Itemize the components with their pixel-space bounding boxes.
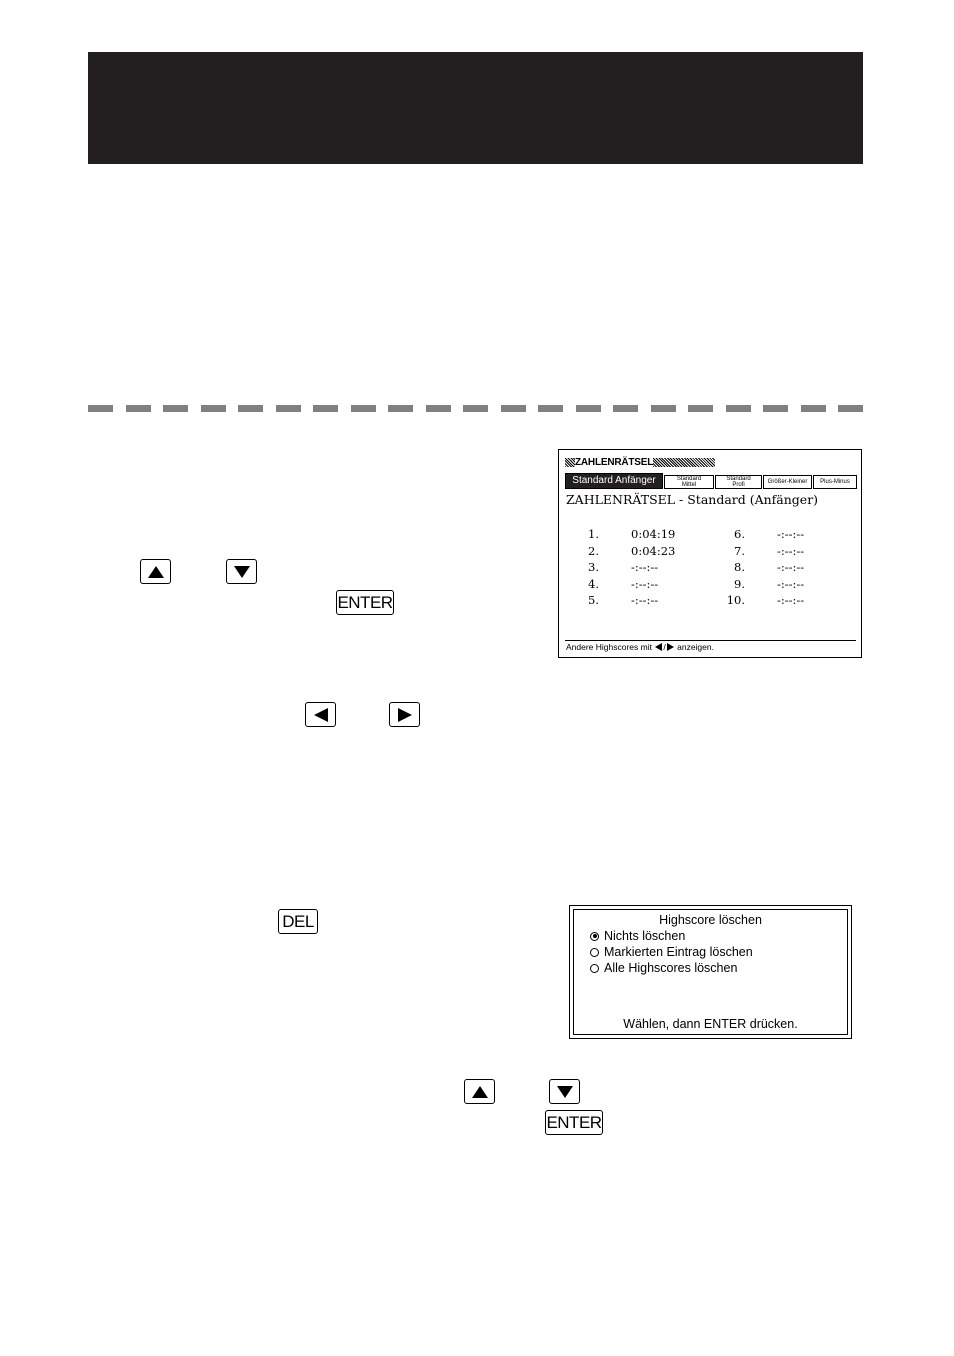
score-rank: 6. bbox=[734, 527, 745, 541]
tab-bar bbox=[564, 472, 856, 490]
highscore-screen bbox=[558, 449, 862, 658]
tab-plus-minus[interactable]: Plus-Minus bbox=[813, 475, 857, 489]
dash-segment bbox=[426, 405, 451, 412]
dash-segment bbox=[276, 405, 301, 412]
option-markierten-eintrag-loeschen[interactable] bbox=[590, 945, 753, 959]
left-arrow-icon bbox=[654, 642, 666, 652]
dash-segment bbox=[726, 405, 751, 412]
del-key-label: DEL bbox=[282, 912, 314, 931]
down-arrow-key bbox=[226, 559, 257, 584]
tab-groesser-kleiner[interactable]: Größer-Kleiner bbox=[763, 475, 812, 489]
score-time: -:--:-- bbox=[777, 527, 805, 541]
dash-segment bbox=[688, 405, 713, 412]
left-arrow-icon bbox=[313, 707, 329, 723]
option-label: Alle Highscores löschen bbox=[604, 961, 738, 975]
score-rank: 7. bbox=[734, 543, 745, 558]
dialog-title: Highscore löschen bbox=[659, 913, 762, 927]
dash-segment bbox=[651, 405, 676, 412]
score-rank: 3. bbox=[588, 560, 599, 574]
left-arrow-key bbox=[305, 702, 336, 727]
dash-segment bbox=[238, 405, 263, 412]
footer-slash: / bbox=[663, 642, 666, 652]
dialog-inner-frame bbox=[573, 909, 848, 1035]
down-arrow-icon bbox=[556, 1085, 574, 1099]
dash-segment bbox=[763, 405, 788, 412]
enter-key-label: ENTER bbox=[337, 593, 393, 612]
score-rank: 5. bbox=[588, 593, 599, 607]
tab-standard-profi[interactable]: Standard Profi bbox=[715, 475, 762, 489]
score-time: -:--:-- bbox=[631, 593, 659, 607]
del-key bbox=[278, 909, 318, 934]
score-time: -:--:-- bbox=[631, 576, 659, 591]
dash-segment bbox=[463, 405, 488, 412]
dash-segment bbox=[801, 405, 826, 412]
option-nichts-loeschen[interactable] bbox=[590, 929, 685, 943]
footer-rule bbox=[565, 640, 856, 641]
title-hatch-right bbox=[653, 458, 715, 467]
dash-segment bbox=[351, 405, 376, 412]
title-hatch-left bbox=[565, 458, 575, 467]
dashed-divider bbox=[88, 405, 863, 412]
score-time: 0:04:23 bbox=[631, 543, 676, 558]
enter-key-2 bbox=[545, 1110, 603, 1135]
radio-selected-icon bbox=[590, 932, 599, 941]
up-arrow-key-2 bbox=[464, 1079, 495, 1104]
screen-title-bar bbox=[565, 456, 715, 468]
dialog-footer: Wählen, dann ENTER drücken. bbox=[623, 1017, 798, 1031]
score-time: -:--:-- bbox=[777, 593, 805, 607]
dash-segment bbox=[88, 405, 113, 412]
right-arrow-key bbox=[389, 702, 420, 727]
dash-segment bbox=[838, 405, 863, 412]
highscore-heading: ZAHLENRÄTSEL - Standard (Anfänger) bbox=[566, 492, 819, 507]
up-arrow-icon bbox=[471, 1085, 489, 1099]
radio-empty-icon bbox=[590, 964, 599, 973]
screen-title: ZAHLENRÄTSEL bbox=[575, 456, 654, 468]
option-label: Markierten Eintrag löschen bbox=[604, 945, 753, 959]
radio-empty-icon bbox=[590, 948, 599, 957]
score-rank: 8. bbox=[734, 560, 745, 574]
header-bar bbox=[88, 52, 863, 164]
tab-standard-mittel[interactable]: Standard Mittel bbox=[664, 475, 714, 489]
down-arrow-icon bbox=[233, 565, 251, 579]
option-label: Nichts löschen bbox=[604, 929, 686, 943]
dash-segment bbox=[163, 405, 188, 412]
dash-segment bbox=[538, 405, 563, 412]
footer-prefix: Andere Highscores mit bbox=[566, 642, 652, 652]
right-arrow-icon bbox=[666, 643, 675, 651]
score-rank: 9. bbox=[734, 576, 745, 591]
footer-suffix: anzeigen. bbox=[677, 642, 714, 652]
right-arrow-icon bbox=[397, 707, 413, 723]
dash-segment bbox=[501, 405, 526, 412]
enter-key bbox=[336, 590, 394, 615]
up-arrow-key bbox=[140, 559, 171, 584]
score-rank: 2. bbox=[588, 543, 599, 558]
score-time: -:--:-- bbox=[777, 560, 805, 574]
score-time: -:--:-- bbox=[777, 543, 805, 558]
dash-segment bbox=[313, 405, 338, 412]
score-rank: 1. bbox=[588, 527, 599, 541]
score-time: -:--:-- bbox=[631, 560, 659, 574]
score-rank: 4. bbox=[588, 576, 599, 591]
dash-segment bbox=[388, 405, 413, 412]
option-alle-highscores-loeschen[interactable] bbox=[590, 961, 737, 975]
dash-segment bbox=[613, 405, 638, 412]
score-time: -:--:-- bbox=[777, 576, 805, 591]
screen-footer bbox=[566, 642, 714, 652]
dash-segment bbox=[201, 405, 226, 412]
score-time: 0:04:19 bbox=[631, 527, 676, 541]
tab-standard-anfaenger[interactable]: Standard Anfänger bbox=[565, 473, 663, 489]
enter-key-label: ENTER bbox=[546, 1113, 602, 1132]
down-arrow-key-2 bbox=[549, 1079, 580, 1104]
delete-highscore-dialog bbox=[569, 905, 852, 1039]
up-arrow-icon bbox=[147, 565, 165, 579]
dash-segment bbox=[126, 405, 151, 412]
dash-segment bbox=[576, 405, 601, 412]
score-rank: 10. bbox=[726, 593, 745, 607]
